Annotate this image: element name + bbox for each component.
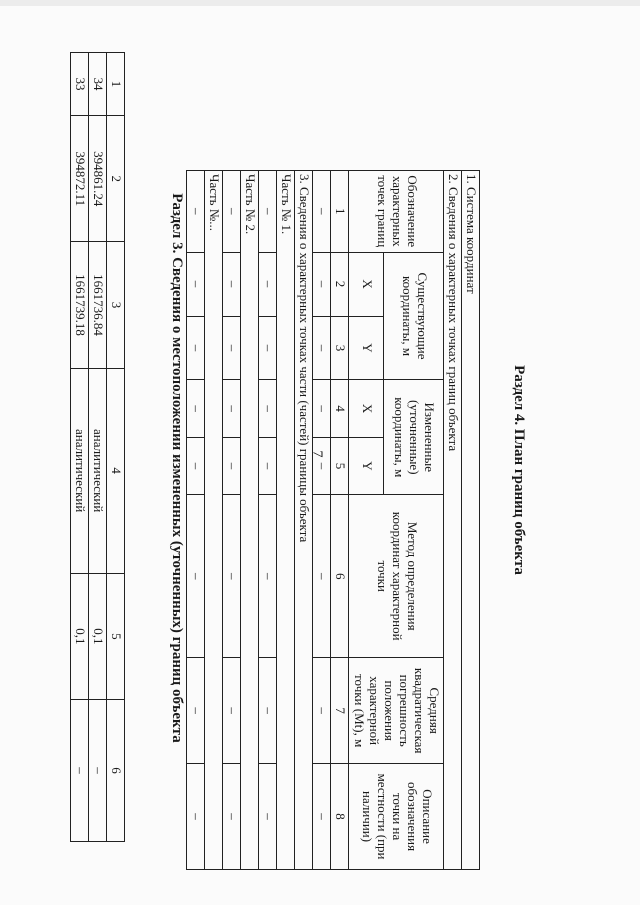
col-header-changed: Измененные (уточненные) координаты, м [384,380,444,495]
table-cell: 1 [107,53,125,116]
table-row [71,53,89,842]
table-cell: – [187,437,205,494]
col-header-y: Y [349,437,384,494]
part-2-label: Часть № 2. [241,171,259,870]
table-cell: 0,1 [71,573,89,699]
table-cell: аналитический [89,368,107,573]
table-cell: – [313,437,331,494]
table-cell: 4 [107,368,125,573]
table-row [444,171,462,870]
table-cell: 4 [331,380,349,437]
coordinates-table-top [70,52,125,842]
table-cell: – [187,252,205,316]
table-row [259,171,277,870]
table-cell: 1661736.84 [89,242,107,368]
table-cell: – [89,699,107,841]
table-row [107,53,125,842]
table-cell: – [223,658,241,764]
section-4-title: Раздел 4. План границ объекта [511,365,527,575]
table-cell: – [259,658,277,764]
table-cell: – [223,252,241,316]
table-row [295,171,313,870]
table-cell: 1661739.18 [71,242,89,368]
table-row [331,171,349,870]
table-row [187,171,205,870]
table-cell: – [313,658,331,764]
table-cell: – [259,252,277,316]
col-header-error: Средняя квадратическая погрешность положения характерной точки (Mt), м [349,658,444,764]
table-cell: 5 [331,437,349,494]
table-cell: – [259,380,277,437]
table-cell: 7 [331,658,349,764]
table-cell: – [223,380,241,437]
table-cell: 3 [331,316,349,380]
table-cell: – [313,316,331,380]
table-cell: – [259,437,277,494]
table-cell: – [187,495,205,658]
table-cell: 394872.11 [71,116,89,242]
table-row [277,171,295,870]
table-cell: – [187,764,205,870]
table-cell: – [223,316,241,380]
col-header-x: X [349,380,384,437]
table-cell: аналитический [71,368,89,573]
table-header-row [384,171,444,870]
table-cell: – [313,764,331,870]
col-header-description: Описание обозначения точки на местности (при наличии) [349,764,444,870]
table-cell: 33 [71,53,89,116]
parts-section-title: 3. Сведения о характерных точках части (частей) границы объекта [295,171,313,870]
table-cell: – [187,171,205,253]
table-cell: 6 [331,495,349,658]
table-cell: 5 [107,573,125,699]
table-cell: – [223,764,241,870]
col-header-x: X [349,252,384,316]
table-row [223,171,241,870]
col-header-method: Метод определения координат характерной точки [349,495,444,658]
part-n-label: Часть №... [205,171,223,870]
table-cell: – [71,699,89,841]
part-1-label: Часть № 1. [277,171,295,870]
table-cell: – [223,171,241,253]
table-cell: – [223,437,241,494]
table-cell: 34 [89,53,107,116]
table-row [205,171,223,870]
table-cell: – [313,252,331,316]
section-3-title: Раздел 3. Сведения о местоположении измененных (уточненных) границ объекта [169,193,185,743]
table-cell: – [223,495,241,658]
table-cell: 2 [107,116,125,242]
table-cell: 394861.24 [89,116,107,242]
table-row [313,171,331,870]
table-cell: 6 [107,699,125,841]
table-cell: 0,1 [89,573,107,699]
table-cell: – [187,316,205,380]
table-row [89,53,107,842]
table-row [462,171,480,870]
table-cell: – [259,171,277,253]
coord-system-row: 1. Система координат [462,171,480,870]
table-cell: 2 [331,252,349,316]
col-header-y: Y [349,316,384,380]
table-cell: – [313,171,331,253]
points-section-title: 2. Сведения о характерных точках границ объекта [444,171,462,870]
table-cell: – [259,316,277,380]
table-cell: – [187,380,205,437]
col-header-designation: Обозначение характерных точек границ [349,171,444,253]
table-cell: 1 [331,171,349,253]
table-cell: – [259,764,277,870]
table-row [241,171,259,870]
table-cell: 8 [331,764,349,870]
table-cell: – [259,495,277,658]
table-cell: – [313,495,331,658]
boundary-points-table [186,170,480,870]
col-header-existing: Существующие координаты, м [384,252,444,380]
table-cell: – [187,658,205,764]
table-cell: 3 [107,242,125,368]
page-number: 7 [309,450,325,458]
table-cell: – [313,380,331,437]
